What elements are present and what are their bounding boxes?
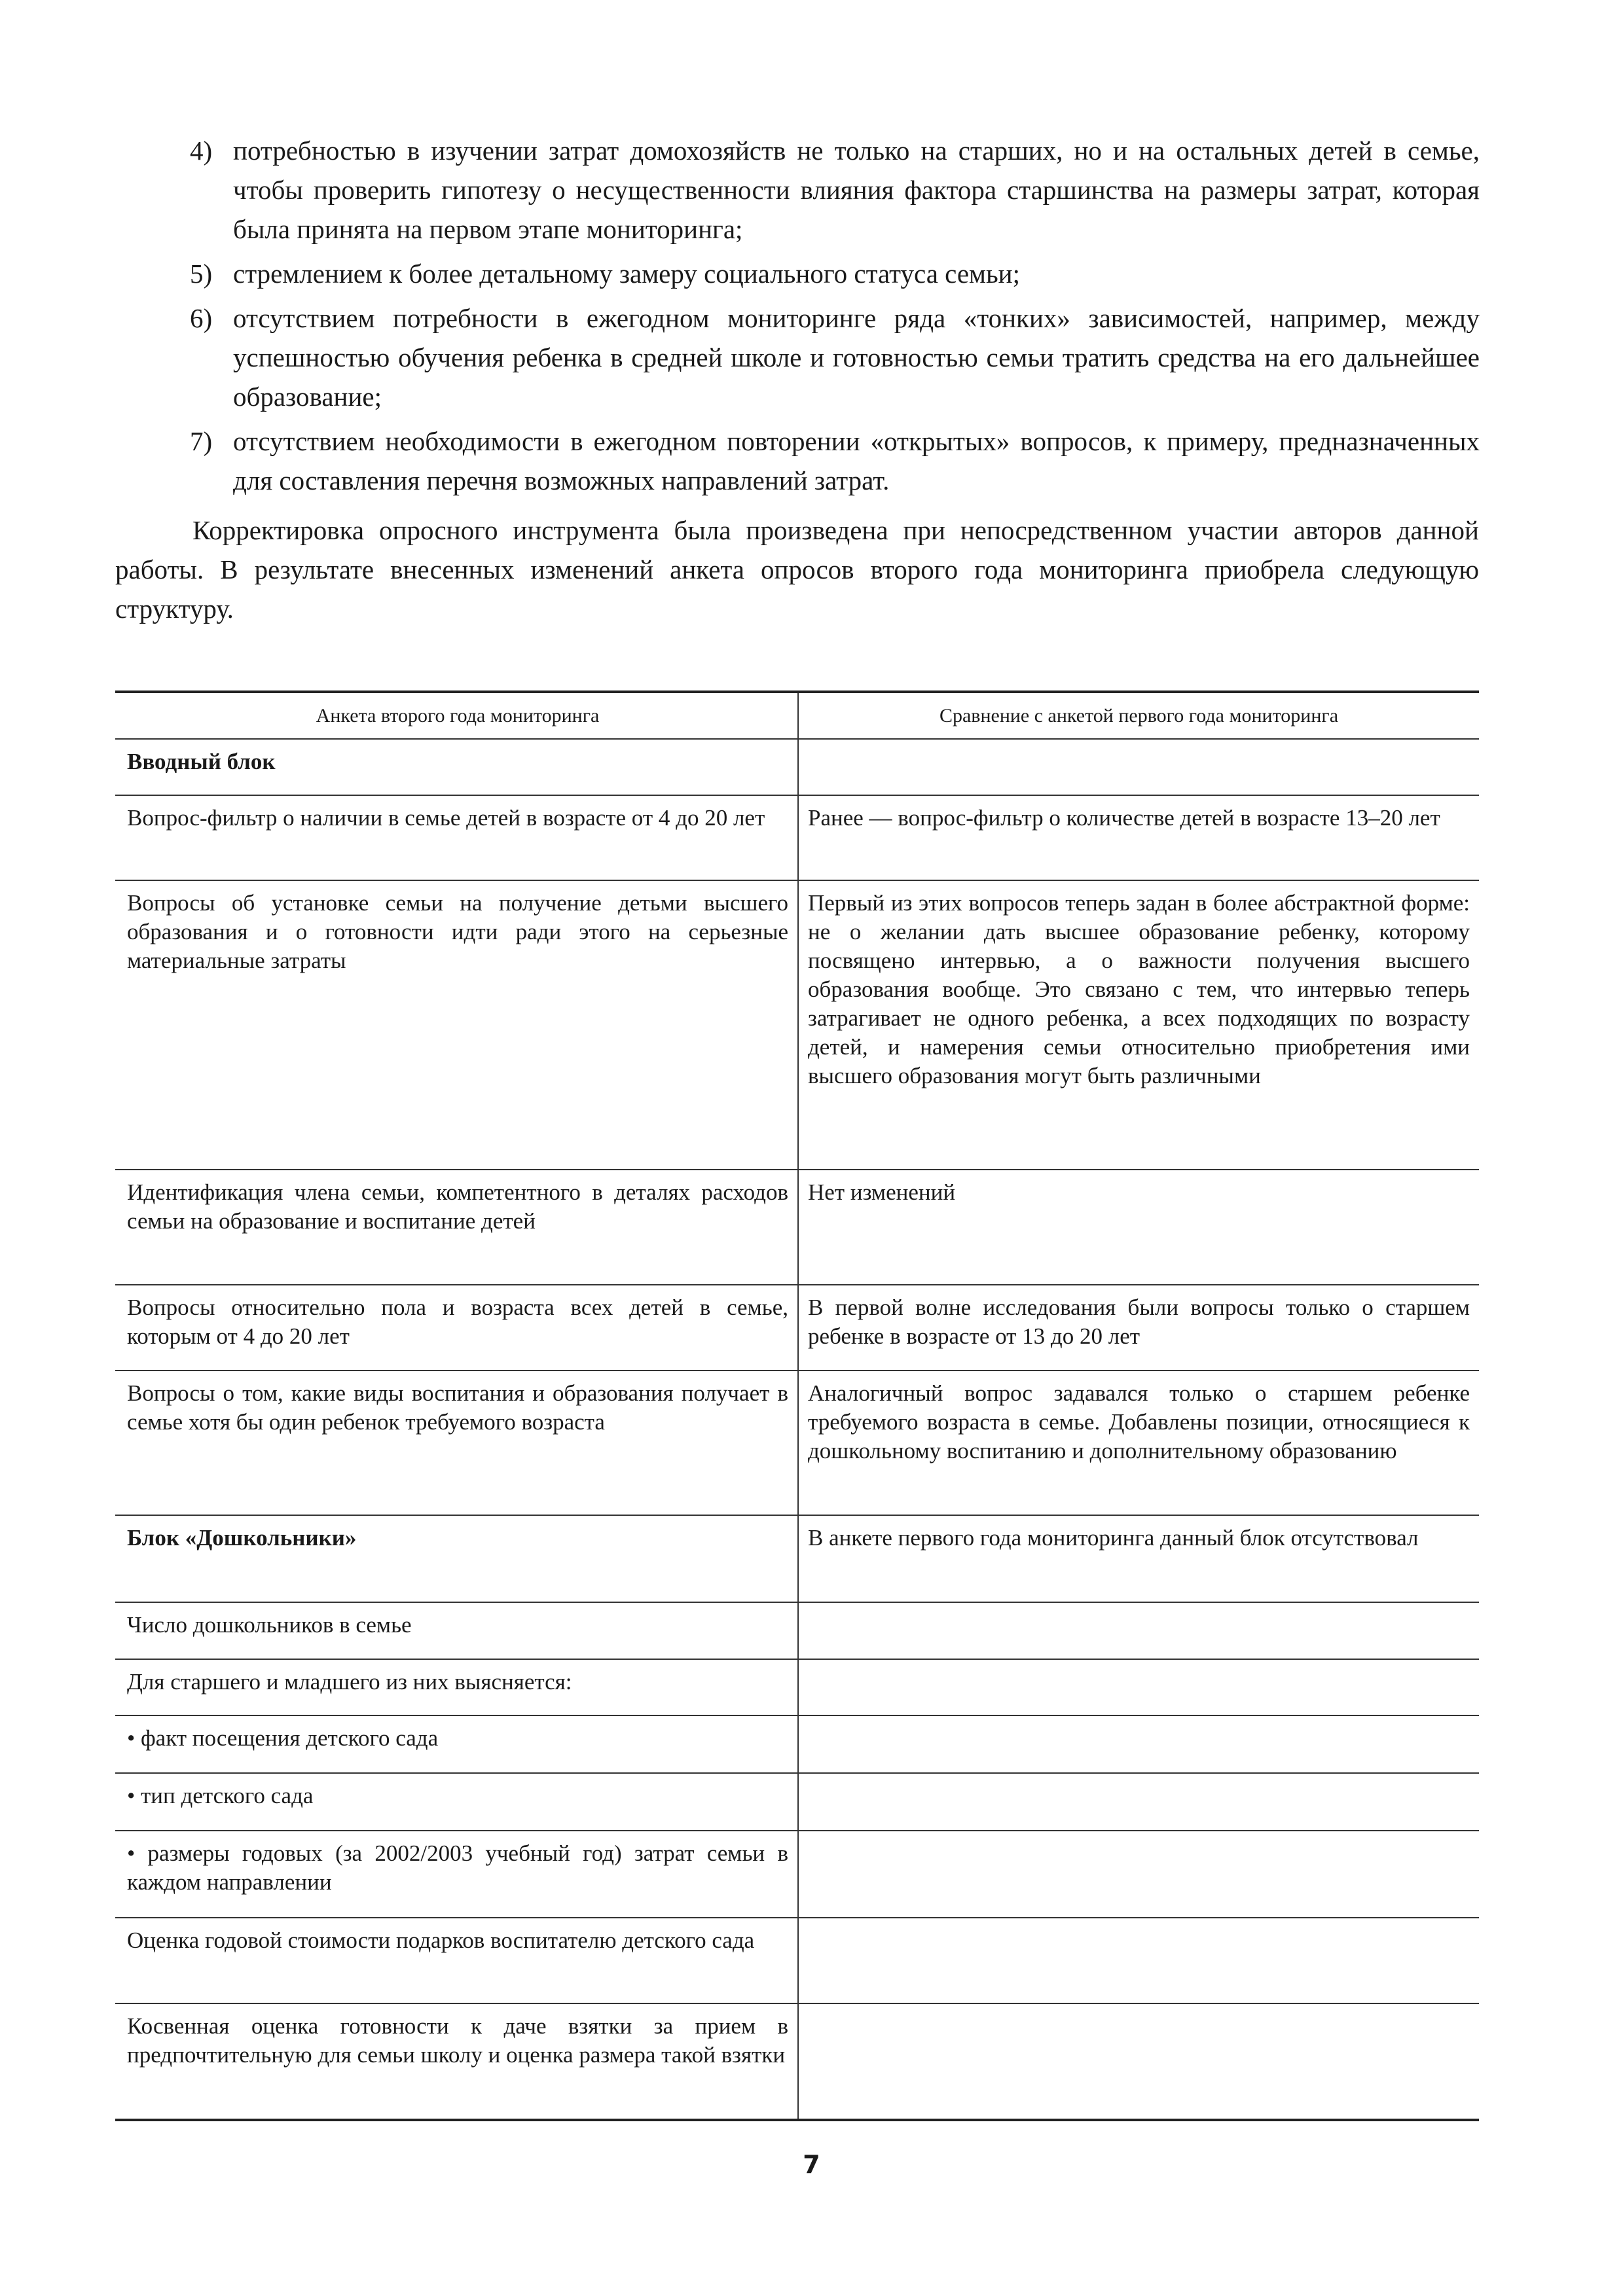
- list-item: [190, 254, 1480, 293]
- comparison-cell: [798, 2003, 1479, 2120]
- list-number: 6): [190, 303, 213, 333]
- comparison-cell: В первой волне исследования были вопросы только о старшем ребенке в возрасте от 13 до 20 лет: [798, 1285, 1479, 1371]
- comparison-cell: [798, 1715, 1479, 1773]
- list-item: [190, 422, 1480, 500]
- second-year-cell: Вопрос-фильтр о наличии в семье детей в возрасте от 4 до 20 лет: [115, 795, 798, 880]
- reasons-list: [190, 131, 1480, 505]
- second-year-cell: • тип детского сада: [115, 1773, 798, 1831]
- comparison-cell: [798, 1918, 1479, 2003]
- list-text: потребностью в изучении затрат домохозяйств не только на старших, но и на остальных детей в семье, чтобы проверить гипотезу о несущественности влияния фактора старшинства на размеры затрат, которая была принята на первом этапе мониторинга;: [233, 135, 1480, 244]
- second-year-cell: Вводный блок: [115, 739, 798, 795]
- second-year-cell: Для старшего и младшего из них выясняется:: [115, 1659, 798, 1715]
- table-row: [115, 1918, 1479, 2003]
- list-number: 5): [190, 259, 213, 289]
- table-row: [115, 2003, 1479, 2120]
- comparison-cell: Аналогичный вопрос задавался только о старшем ребенке требуемого возраста в семье. Добавлены позиции, относящиеся к дошкольному воспитанию и дополнительному образованию: [798, 1371, 1479, 1515]
- comparison-cell: [798, 1602, 1479, 1659]
- list-text: отсутствием потребности в ежегодном мониторинге ряда «тонких» зависимостей, например, между успешностью обучения ребенка в средней школе и готовностью семьи тратить средства на его дальнейшее образование;: [233, 303, 1480, 412]
- second-year-cell: Идентификация члена семьи, компетентного в деталях расходов семьи на образование и воспитание детей: [115, 1170, 798, 1285]
- comparison-cell: В анкете первого года мониторинга данный блок отсутствовал: [798, 1515, 1479, 1602]
- page-number: 7: [803, 2150, 820, 2179]
- comparison-cell: [798, 1773, 1479, 1831]
- list-item: [190, 131, 1480, 249]
- table-header-row: [115, 692, 1479, 739]
- second-year-cell: • размеры годовых (за 2002/2003 учебный год) затрат семьи в каждом направлении: [115, 1831, 798, 1918]
- second-year-cell: Вопросы об установке семьи на получение детьми высшего образования и о готовности идти ради этого на серьезные материальные затраты: [115, 880, 798, 1170]
- table-row: [115, 1715, 1479, 1773]
- list-text: отсутствием необходимости в ежегодном повторении «открытых» вопросов, к примеру, предназначенных для составления перечня возможных направлений затрат.: [233, 426, 1480, 495]
- column-header: Сравнение с анкетой первого года мониторинга: [798, 692, 1479, 739]
- table-row: [115, 1371, 1479, 1515]
- table-row: [115, 1285, 1479, 1371]
- comparison-cell: Ранее — вопрос-фильтр о количестве детей в возрасте 13–20 лет: [798, 795, 1479, 880]
- comparison-cell: Нет изменений: [798, 1170, 1479, 1285]
- column-header: Анкета второго года мониторинга: [115, 692, 798, 739]
- list-number: 7): [190, 426, 213, 456]
- comparison-cell: [798, 1659, 1479, 1715]
- second-year-cell: Вопросы о том, какие виды воспитания и образования получает в семье хотя бы один ребенок требуемого возраста: [115, 1371, 798, 1515]
- body-paragraph: Корректировка опросного инструмента была произведена при непосредственном участии авторов данной работы. В результате внесенных изменений анкета опросов второго года мониторинга приобрела следующую структуру.: [115, 515, 1479, 624]
- comparison-cell: [798, 739, 1479, 795]
- table-row: [115, 1659, 1479, 1715]
- comparison-cell: [798, 1831, 1479, 1918]
- table-row: [115, 1831, 1479, 1918]
- table-row: [115, 1602, 1479, 1659]
- second-year-cell: Косвенная оценка готовности к даче взятки за прием в предпочтительную для семьи школу и оценка размера такой взятки: [115, 2003, 798, 2120]
- table-row: [115, 1170, 1479, 1285]
- list-number: 4): [190, 135, 213, 166]
- table-row: [115, 739, 1479, 795]
- second-year-cell: Число дошкольников в семье: [115, 1602, 798, 1659]
- second-year-cell: Вопросы относительно пола и возраста всех детей в семье, которым от 4 до 20 лет: [115, 1285, 798, 1371]
- comparison-cell: Первый из этих вопросов теперь задан в более абстрактной форме: не о желании дать высшее образование ребенку, которому посвящено интервью, а о важности получения высшего образования вообще. Это связано с тем, что интервью теперь затрагивает не одного ребенка, а всех подходящих по возрасту детей, и намерения семьи относительно приобретения ими высшего образования могут быть различными: [798, 880, 1479, 1170]
- list-text: стремлением к более детальному замеру социального статуса семьи;: [233, 259, 1021, 289]
- second-year-cell: Оценка годовой стоимости подарков воспитателю детского сада: [115, 1918, 798, 2003]
- table-row: [115, 795, 1479, 880]
- table-row: [115, 1515, 1479, 1602]
- questionnaire-comparison-table: [115, 691, 1479, 2121]
- table-row: [115, 880, 1479, 1170]
- list-item: [190, 298, 1480, 416]
- table-row: [115, 1773, 1479, 1831]
- second-year-cell: Блок «Дошкольники»: [115, 1515, 798, 1602]
- second-year-cell: • факт посещения детского сада: [115, 1715, 798, 1773]
